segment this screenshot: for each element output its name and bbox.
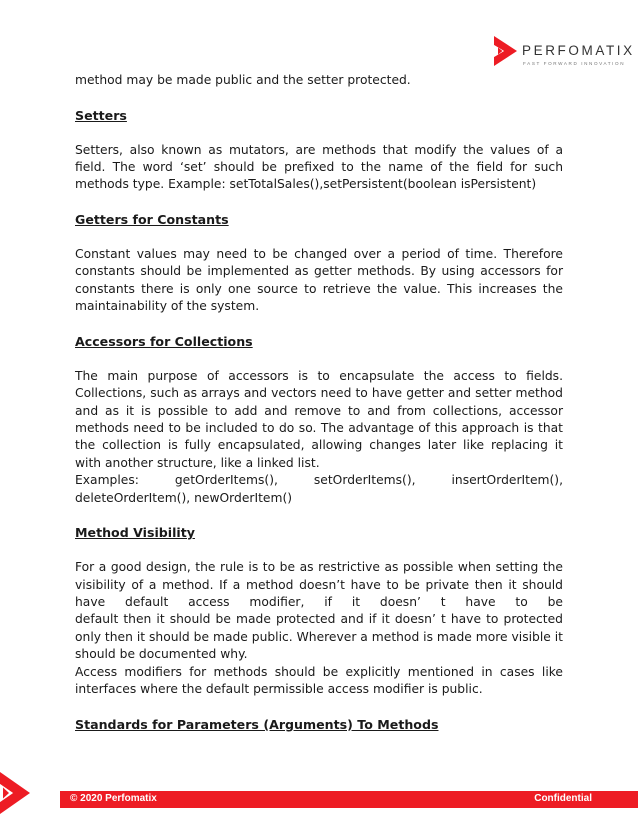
paragraph-accessors-for-collections: The main purpose of accessors is to encapsulate the access to fields. Collections, such as arrays and vectors need to have getter and setter method and as it is possible to add and remove to and from collections, accessor methods need to be included to do so. The advantage of this approach is that the collection is fully encapsulated, allowing changes later like replacing it with another structure, like a linked list. [75, 368, 563, 470]
paragraph-setters: Setters, also known as mutators, are methods that modify the values of a field. The word ‘set’ should be prefixed to the name of the field for such methods type. Example: setTotalSales(),setPersistent(boolean isPersistent) [75, 142, 563, 192]
footer-copyright: © 2020 Perfomatix [70, 793, 157, 804]
footer-confidential-label: Confidential [534, 793, 592, 804]
brand-name: PERFOMATIX [522, 43, 635, 58]
paragraph-visibility-protected: default then it should be made protected and if it doesn’ t have to protected only then it should be made public. Wherever a method is made more visible it should be documented why. [75, 612, 563, 662]
heading-method-visibility: Method Visibility [75, 525, 195, 541]
heading-getters-for-constants: Getters for Constants [75, 212, 229, 228]
heading-accessors-for-collections: Accessors for Collections [75, 334, 253, 350]
document-body [75, 72, 563, 733]
paragraph-visibility-rule: For a good design, the rule is to be as restrictive as possible when setting the visibility of a method. If a method doesn’t have to be private then it should have default access modifier, if it doesn’ t have to be [75, 560, 563, 610]
paragraph-getters-for-constants: Constant values may need to be changed over a period of time. Therefore constants should be implemented as getter methods. By using accessors for constants there is only one source to retrieve the value. This increases the maintainability of the system. [75, 247, 563, 314]
heading-parameter-standards: Standards for Parameters (Arguments) To Methods [75, 716, 439, 732]
footer-logo-icon [0, 770, 34, 816]
perfomatix-logo-icon [492, 34, 518, 68]
paragraph-intro: method may be made public and the setter protected. [75, 73, 411, 87]
paragraph-accessor-examples: Examples: getOrderItems(), setOrderItems(), insertOrderItem(), deleteOrderItem(), newOrderItem() [75, 473, 563, 505]
paragraph-visibility-interfaces: Access modifiers for methods should be explicitly mentioned in cases like interfaces where the default permissible access modifier is public. [75, 664, 563, 697]
heading-setters: Setters [75, 107, 127, 123]
footer-bar [60, 791, 638, 808]
brand-logo [492, 34, 635, 74]
brand-tagline: FAST FORWARD INNOVATION [523, 61, 626, 66]
